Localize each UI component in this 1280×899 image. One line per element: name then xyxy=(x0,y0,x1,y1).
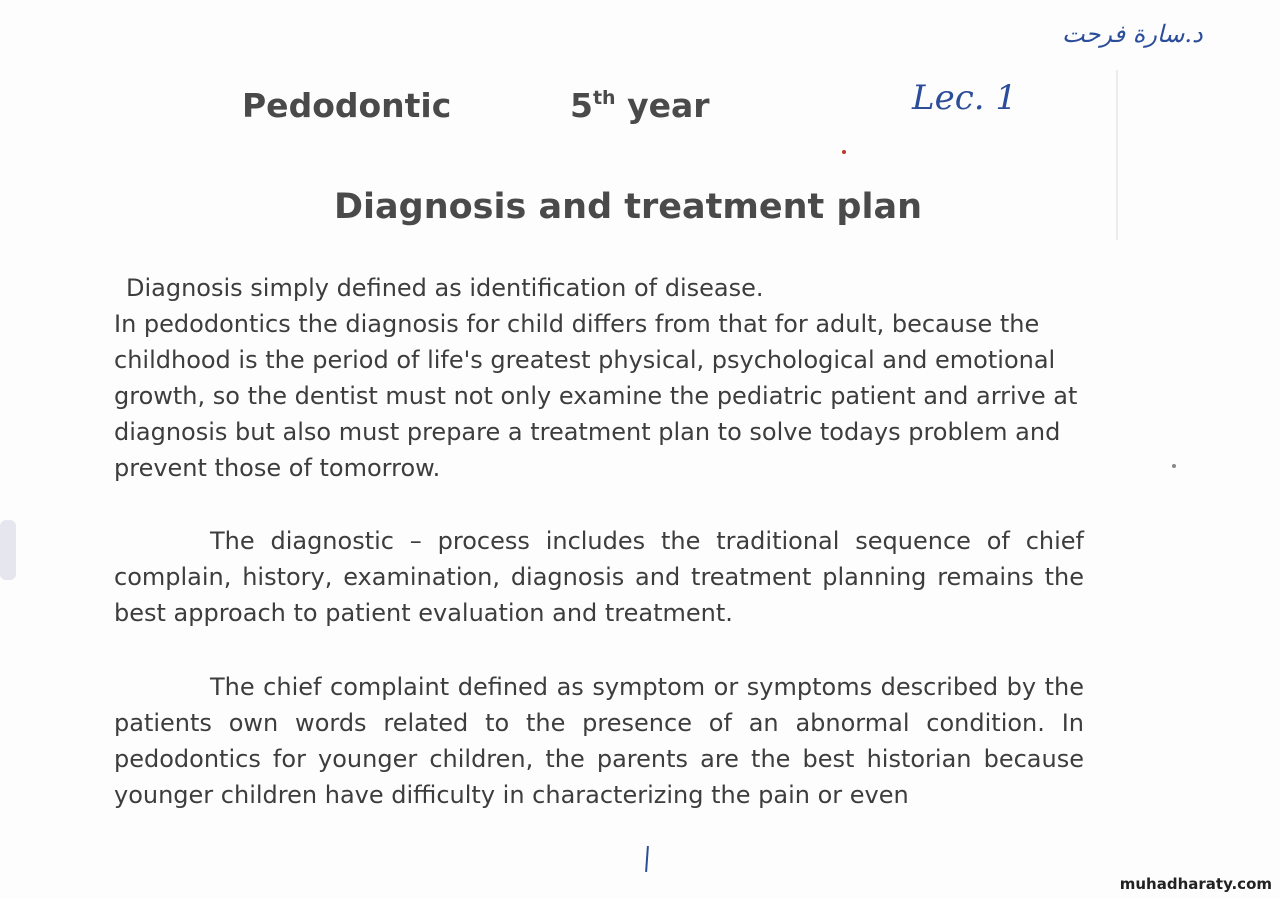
scan-dot xyxy=(1172,464,1176,468)
paragraph-diagnostic-process: The diagnostic – process includes the traditional sequence of chief complain, history, examination, diagnosis and treatment planning remains the best approach to patient evaluation and treatment. xyxy=(114,527,1084,627)
year-number: 5 xyxy=(570,86,593,125)
paragraph-definition: Diagnosis simply defined as identification of disease. xyxy=(126,274,764,302)
handwritten-author-name: د.سارة فرحت xyxy=(1062,20,1203,48)
handwritten-lecture-number: Lec. 1 xyxy=(912,78,1017,118)
header-year xyxy=(570,86,710,125)
handwritten-mark xyxy=(645,846,649,872)
watermark: muhadharaty.com xyxy=(1119,875,1272,893)
scan-dot xyxy=(842,150,846,154)
paragraph-chief-complaint: The chief complaint defined as symptom or symptoms described by the patients own words related to the presence of an abnormal condition. In pedodontics for younger children, the parents are the best historian because younger children have difficulty in characterizing the pain or even xyxy=(114,673,1084,809)
header-subject: Pedodontic xyxy=(242,86,452,125)
year-word: year xyxy=(627,86,710,125)
document-title: Diagnosis and treatment plan xyxy=(334,187,923,227)
paragraph-intro: In pedodontics the diagnosis for child differs from that for adult, because the childhood is the period of life's greatest physical, psychological and emotional growth, so the dentist must not only examine the pediatric patient and arrive at diagnosis but also must prepare a treatment plan to solve todays problem and prevent those of tomorrow. xyxy=(114,310,1078,482)
margin-line xyxy=(1116,70,1118,240)
scan-smudge xyxy=(0,520,16,580)
year-suffix: th xyxy=(592,87,616,109)
